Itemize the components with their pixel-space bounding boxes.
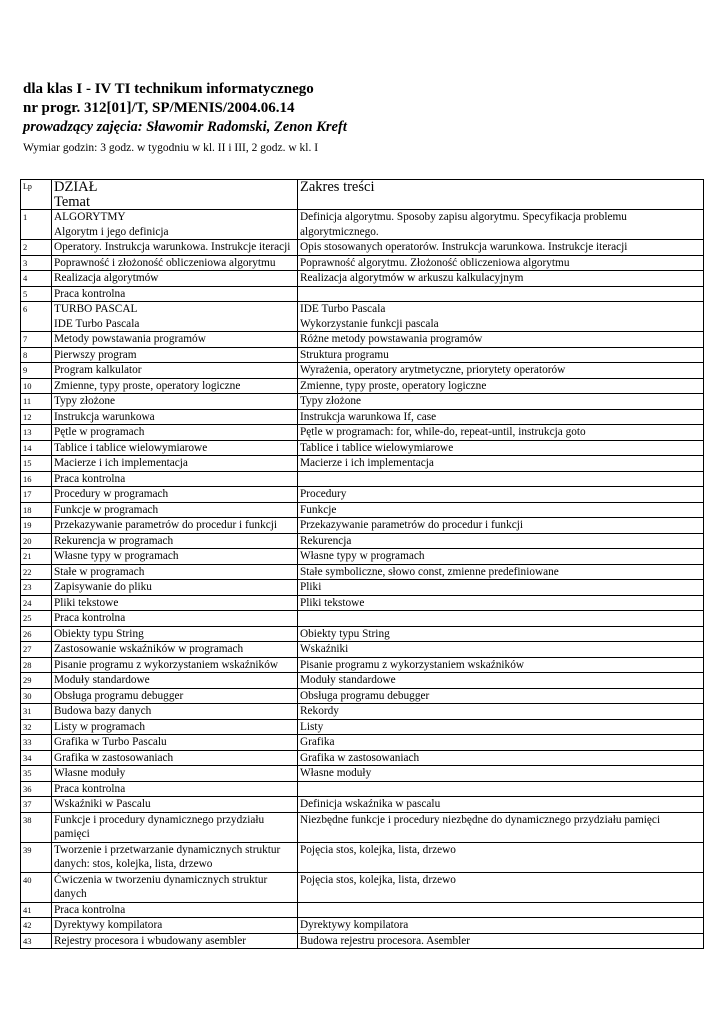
row-number: 5 [21,286,52,302]
table-row [21,271,704,287]
column-header-lp: Lp [21,180,52,210]
table-row [21,378,704,394]
row-content-scope: Własne typy w programach [298,549,704,565]
row-number: 24 [21,595,52,611]
row-content-scope: Zmienne, typy proste, operatory logiczne [298,378,704,394]
row-content-scope [298,471,704,487]
row-content-scope: Poprawność algorytmu. Złożoność obliczeniowa algorytmu [298,255,704,271]
row-topic: Funkcje i procedury dynamicznego przydziału pamięci [52,812,298,842]
row-topic: Praca kontrolna [52,471,298,487]
row-topic: Program kalkulator [52,363,298,379]
header-line-classes: dla klas I - IV TI technikum informatycznego [23,81,314,97]
row-topic: Tablice i tablice wielowymiarowe [52,440,298,456]
row-content-scope: Obsługa programu debugger [298,688,704,704]
row-topic: Macierze i ich implementacja [52,456,298,472]
table-row [21,719,704,735]
table-row [21,533,704,549]
row-content-scope: Typy złożone [298,394,704,410]
table-row [21,347,704,363]
row-number: 15 [21,456,52,472]
row-content-scope: Różne metody powstawania programów [298,332,704,348]
row-number: 41 [21,902,52,918]
table-row [21,688,704,704]
row-number: 33 [21,735,52,751]
row-content-scope: Struktura programu [298,347,704,363]
row-number: 37 [21,797,52,813]
row-number: 7 [21,332,52,348]
row-topic: Metody powstawania programów [52,332,298,348]
row-content-scope: Grafika [298,735,704,751]
column-header-temat: Temat [54,193,91,210]
row-content-scope: Budowa rejestru procesora. Asembler [298,933,704,949]
header-line-program-number: nr progr. 312[01]/T, SP/MENIS/2004.06.14 [23,100,295,116]
row-topic: Rejestry procesora i wbudowany asembler [52,933,298,949]
row-topic: Rekurencja w programach [52,533,298,549]
row-number: 27 [21,642,52,658]
table-row [21,425,704,441]
row-number: 1 [21,210,52,240]
table-row [21,210,704,240]
table-row [21,902,704,918]
row-topic: Zastosowanie wskaźników w programach [52,642,298,658]
row-content-scope: Macierze i ich implementacja [298,456,704,472]
row-topic: Ćwiczenia w tworzeniu dynamicznych struktur danych [52,872,298,902]
row-number: 30 [21,688,52,704]
row-number: 4 [21,271,52,287]
row-number: 39 [21,842,52,872]
table-row [21,750,704,766]
row-content-scope: Wyrażenia, operatory arytmetyczne, priorytety operatorów [298,363,704,379]
table-row [21,580,704,596]
table-row [21,797,704,813]
row-topic: Grafika w Turbo Pascalu [52,735,298,751]
row-content-scope: Opis stosowanych operatorów. Instrukcja warunkowa. Instrukcje iteracji [298,240,704,256]
table-row [21,657,704,673]
row-topic: Realizacja algorytmów [52,271,298,287]
row-topic: Własne moduły [52,766,298,782]
table-row [21,549,704,565]
document-header [23,80,703,154]
row-number: 17 [21,487,52,503]
row-content-scope: Definicja wskaźnika w pascalu [298,797,704,813]
row-content-scope: Przekazywanie parametrów do procedur i funkcji [298,518,704,534]
table-row [21,440,704,456]
row-content-scope: Pętle w programach: for, while-do, repeat-until, instrukcja goto [298,425,704,441]
row-number: 8 [21,347,52,363]
row-topic: Pętle w programach [52,425,298,441]
row-number: 13 [21,425,52,441]
row-topic: Funkcje w programach [52,502,298,518]
row-number: 22 [21,564,52,580]
row-number: 3 [21,255,52,271]
row-content-scope: Procedury [298,487,704,503]
row-topic: Listy w programach [52,719,298,735]
row-topic: Dyrektywy kompilatora [52,918,298,934]
table-row [21,471,704,487]
table-row [21,595,704,611]
row-number: 42 [21,918,52,934]
row-content-scope [298,781,704,797]
row-number: 18 [21,502,52,518]
row-content-scope: Rekurencja [298,533,704,549]
row-number: 43 [21,933,52,949]
row-content-scope: Niezbędne funkcje i procedury niezbędne do dynamicznego przydziału pamięci [298,812,704,842]
table-row [21,332,704,348]
table-row [21,933,704,949]
table-row [21,735,704,751]
table-row [21,286,704,302]
table-row [21,394,704,410]
row-topic: Zapisywanie do pliku [52,580,298,596]
row-topic: Obsługa programu debugger [52,688,298,704]
row-topic: Stałe w programach [52,564,298,580]
table-row [21,766,704,782]
row-topic: Własne typy w programach [52,549,298,565]
row-content-scope [298,902,704,918]
row-number: 34 [21,750,52,766]
table-row [21,872,704,902]
row-content-scope: Pliki [298,580,704,596]
table-row [21,918,704,934]
row-content-scope: Pojęcia stos, kolejka, lista, drzewo [298,842,704,872]
column-header-zakres: Zakres treści [298,180,704,210]
row-content-scope: Pojęcia stos, kolejka, lista, drzewo [298,872,704,902]
row-content-scope: Pliki tekstowe [298,595,704,611]
table-row [21,240,704,256]
table-row [21,518,704,534]
row-content-scope: Funkcje [298,502,704,518]
row-content-scope: Pisanie programu z wykorzystaniem wskaźników [298,657,704,673]
column-header-dzial: DZIAŁ [54,179,98,195]
table-row [21,302,704,332]
row-number: 20 [21,533,52,549]
table-row [21,611,704,627]
row-topic: Przekazywanie parametrów do procedur i funkcji [52,518,298,534]
header-hours: Wymiar godzin: 3 godz. w tygodniu w kl. II i III, 2 godz. w kl. I [23,142,319,154]
row-number: 25 [21,611,52,627]
row-content-scope: Obiekty typu String [298,626,704,642]
row-topic: Instrukcja warunkowa [52,409,298,425]
row-content-scope: Stałe symboliczne, słowo const, zmienne predefiniowane [298,564,704,580]
table-row [21,626,704,642]
row-content-scope: Instrukcja warunkowa If, case [298,409,704,425]
table-row [21,673,704,689]
row-topic: Praca kontrolna [52,286,298,302]
row-topic: Budowa bazy danych [52,704,298,720]
row-content-scope [298,286,704,302]
row-number: 14 [21,440,52,456]
row-content-scope: IDE Turbo Pascala Wykorzystanie funkcji pascala [298,302,704,332]
row-number: 16 [21,471,52,487]
row-topic: Obiekty typu String [52,626,298,642]
table-row [21,704,704,720]
table-row [21,363,704,379]
table-row [21,409,704,425]
row-topic: Praca kontrolna [52,611,298,627]
row-number: 2 [21,240,52,256]
row-content-scope: Własne moduły [298,766,704,782]
table-row [21,502,704,518]
row-number: 19 [21,518,52,534]
row-number: 36 [21,781,52,797]
row-number: 6 [21,302,52,332]
row-number: 10 [21,378,52,394]
row-topic: Pisanie programu z wykorzystaniem wskaźników [52,657,298,673]
row-number: 11 [21,394,52,410]
table-row [21,456,704,472]
table-row [21,255,704,271]
table-row [21,842,704,872]
row-number: 38 [21,812,52,842]
row-content-scope: Moduły standardowe [298,673,704,689]
row-topic: Pierwszy program [52,347,298,363]
row-topic: Moduły standardowe [52,673,298,689]
row-number: 9 [21,363,52,379]
row-number: 40 [21,872,52,902]
row-number: 31 [21,704,52,720]
row-number: 21 [21,549,52,565]
row-content-scope: Listy [298,719,704,735]
row-topic: Grafika w zastosowaniach [52,750,298,766]
table-row [21,642,704,658]
row-topic: Praca kontrolna [52,902,298,918]
row-number: 32 [21,719,52,735]
row-topic: Procedury w programach [52,487,298,503]
row-content-scope: Tablice i tablice wielowymiarowe [298,440,704,456]
row-content-scope: Realizacja algorytmów w arkuszu kalkulacyjnym [298,271,704,287]
row-topic: TURBO PASCAL IDE Turbo Pascala [52,302,298,332]
column-header-dzial-temat [52,180,298,210]
row-topic: ALGORYTMY Algorytm i jego definicja [52,210,298,240]
row-content-scope [298,611,704,627]
table-row [21,487,704,503]
row-topic: Zmienne, typy proste, operatory logiczne [52,378,298,394]
header-teachers: prowadzący zajęcia: Sławomir Radomski, Zenon Kreft [23,119,347,135]
row-topic: Tworzenie i przetwarzanie dynamicznych struktur danych: stos, kolejka, lista, drzewo [52,842,298,872]
row-content-scope: Wskaźniki [298,642,704,658]
row-number: 26 [21,626,52,642]
row-content-scope: Grafika w zastosowaniach [298,750,704,766]
row-number: 12 [21,409,52,425]
curriculum-table [20,179,704,949]
row-number: 29 [21,673,52,689]
row-topic: Wskaźniki w Pascalu [52,797,298,813]
table-header-row [21,180,704,210]
row-topic: Praca kontrolna [52,781,298,797]
row-number: 23 [21,580,52,596]
table-row [21,564,704,580]
row-topic: Typy złożone [52,394,298,410]
row-content-scope: Rekordy [298,704,704,720]
row-topic: Operatory. Instrukcja warunkowa. Instrukcje iteracji [52,240,298,256]
row-number: 28 [21,657,52,673]
table-body [21,210,704,949]
row-topic: Poprawność i złożoność obliczeniowa algorytmu [52,255,298,271]
table-row [21,781,704,797]
row-content-scope: Definicja algorytmu. Sposoby zapisu algorytmu. Specyfikacja problemu algorytmicznego. [298,210,704,240]
row-number: 35 [21,766,52,782]
row-content-scope: Dyrektywy kompilatora [298,918,704,934]
table-row [21,812,704,842]
row-topic: Pliki tekstowe [52,595,298,611]
